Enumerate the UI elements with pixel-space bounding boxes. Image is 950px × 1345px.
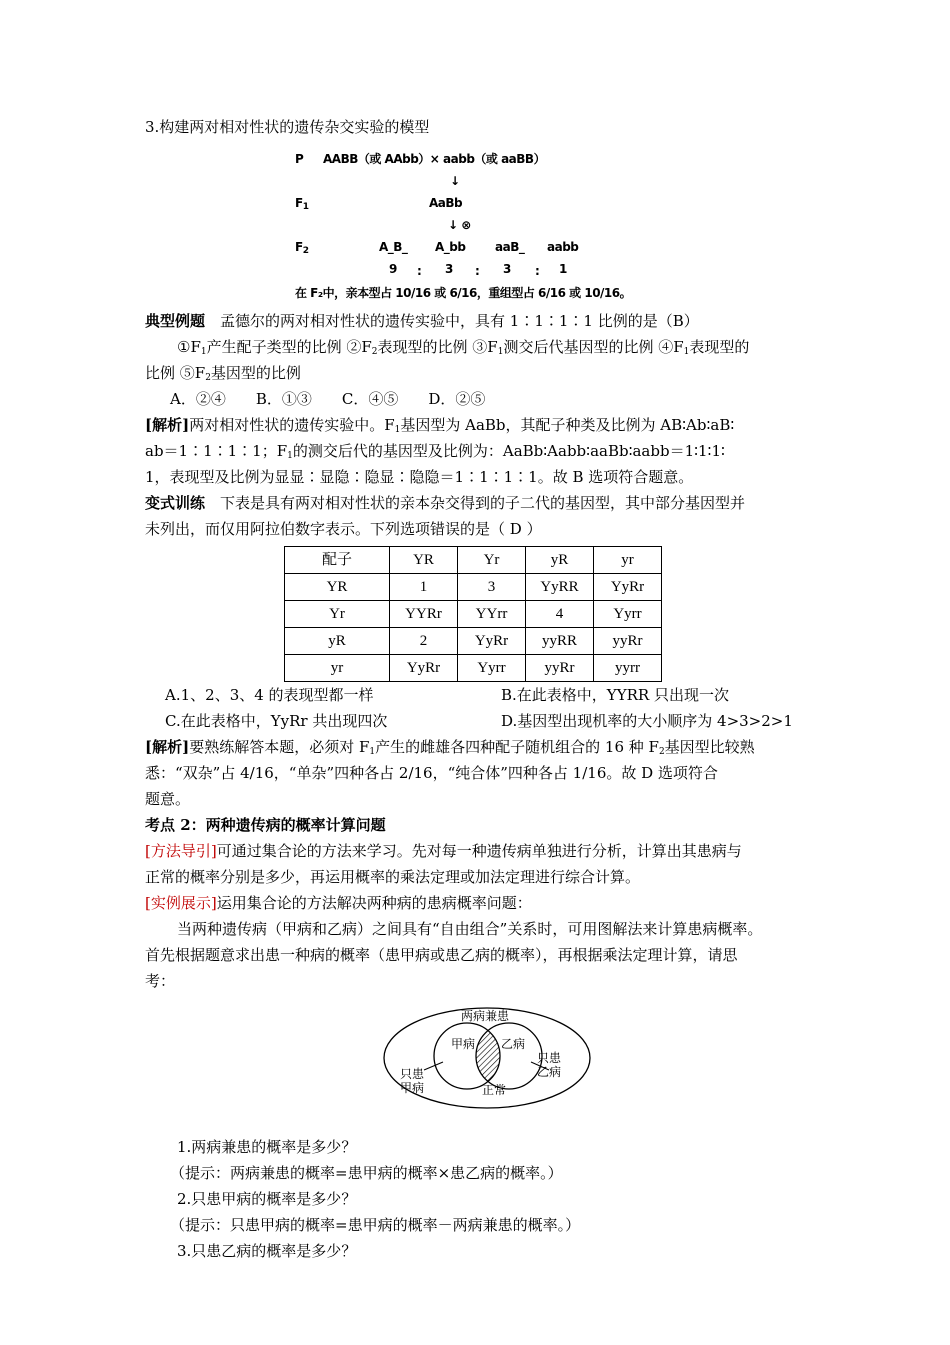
variant-options-row1 — [145, 682, 810, 708]
f1-label: $F_1$ — [295, 196, 309, 212]
ratio-colon: : — [535, 264, 540, 278]
method-line2: 正常的概率分别是多少，再运用概率的乘法定理或加法定理进行综合计算。 — [145, 868, 641, 886]
ratio-1: 1 — [559, 262, 567, 276]
table-cell: YR — [285, 574, 390, 601]
table-row — [285, 547, 662, 574]
example-options: A．②④ B．①③ C．④⑤ D．②⑤ — [170, 390, 486, 408]
instance-para-line1: 当两种遗传病（甲病和乙病）之间具有“自由组合”关系时，可用图解法来计算患病概率。 — [177, 920, 763, 938]
label-yi: 乙病 — [501, 1037, 526, 1051]
table-cell: 配子 — [285, 547, 390, 574]
cross-note: 在 F₂中，亲本型占 10/16 或 6/16，重组型占 6/16 或 10/16。 — [295, 286, 632, 300]
question-2: 2.只患甲病的概率是多少？ — [177, 1190, 357, 1208]
instance-para-line3: 考： — [145, 972, 176, 990]
table-cell: YR — [390, 547, 458, 574]
instance-para-line2: 首先根据题意求出患一种病的概率（患甲病或患乙病的概率），再根据乘法定理计算，请思 — [145, 946, 738, 964]
table-cell: Yyrr — [458, 655, 526, 682]
analysis-1-line3: 1，表现型及比例为显显∶显隐∶隐显∶隐隐＝1∶1∶1∶1。故 B 选项符合题意。 — [145, 468, 694, 486]
table-row — [285, 574, 662, 601]
question-1: 1.两病兼患的概率是多少？ — [177, 1138, 357, 1156]
f2-genotype-3: aaB_ — [495, 240, 525, 254]
f2-label: $F_2$ — [295, 240, 309, 256]
table-cell: YyRr — [390, 655, 458, 682]
table-row — [285, 655, 662, 682]
table-cell: Yyrr — [594, 601, 662, 628]
table-row — [285, 601, 662, 628]
table-cell: yR — [526, 547, 594, 574]
table-cell: yR — [285, 628, 390, 655]
section-heading: 3.构建两对相对性状的遗传杂交实验的模型 — [145, 118, 430, 136]
analysis-1-line1: [解析]两对相对性状的遗传实验中。$F_1$基因型为 AaBb，其配子种类及比例为 AB∶Ab∶aB∶ — [145, 416, 735, 435]
kaodian-heading: 考点 2：两种遗传病的概率计算问题 — [145, 816, 386, 834]
f2-genotype-1: A_B_ — [379, 240, 408, 254]
table-cell: yr — [285, 655, 390, 682]
variant-line1: 变式训练 下表是具有两对相对性状的亲本杂交得到的子二代的基因型，其中部分基因型并 — [145, 494, 746, 512]
ratio-3a: 3 — [445, 262, 453, 276]
p-cross-line: AABB（或 AAbb）× aabb（或 aaBB） — [323, 152, 546, 166]
table-cell: YYrr — [458, 601, 526, 628]
ratio-colon: : — [475, 264, 480, 278]
method-line1: [方法导引]可通过集合论的方法来学习。先对每一种遗传病单独进行分析，计算出其患病与 — [145, 842, 742, 860]
label-both: 两病兼患 — [461, 1009, 510, 1023]
hint-2: （提示：只患甲病的概率=患甲病的概率－两病兼患的概率。） — [170, 1216, 581, 1234]
pointer-line — [424, 1062, 443, 1070]
f1-genotype: AaBb — [429, 196, 463, 210]
analysis-2-line3: 题意。 — [145, 790, 191, 808]
variant-line2: 未列出，而仅用阿拉伯数字表示。下列选项错误的是（ D ） — [145, 520, 542, 538]
label-only-yi-2: 乙病 — [537, 1065, 562, 1079]
venn-diagram — [145, 1006, 810, 1116]
table-cell: YyRr — [458, 628, 526, 655]
ratio-9: 9 — [389, 262, 397, 276]
f2-genotype-4: aabb — [547, 240, 579, 254]
table-cell: yyRr — [594, 628, 662, 655]
table-cell: YYRr — [390, 601, 458, 628]
p-label: P — [295, 152, 304, 166]
label-only-jia-1: 只患 — [400, 1067, 425, 1081]
selfing-arrow-icon: ↓ ⊗ — [448, 218, 471, 232]
label-only-jia-2: 甲病 — [400, 1081, 425, 1095]
table-cell: yyrr — [594, 655, 662, 682]
option-b: B.在此表格中，YYRR 只出现一次 — [501, 686, 729, 704]
example-items-line1: $①F_1$产生配子类型的比例 $②F_2$表现型的比例 $③F_1$测交后代基因型的比例 $④F_1$表现型的 — [177, 338, 750, 357]
example-items-line2: 比例 $⑤F_2$基因型的比例 — [145, 364, 301, 383]
ratio-3b: 3 — [503, 262, 511, 276]
analysis-2-line1: [解析]要熟练解答本题，必须对 $F_1$产生的雌雄各四种配子随机组合的 16 种 $F_2$基因型比较熟 — [145, 738, 755, 757]
document-page — [145, 114, 810, 1264]
table-cell: Yr — [285, 601, 390, 628]
option-a: A.1、2、3、4 的表现型都一样 — [165, 686, 374, 704]
hint-1: （提示：两病兼患的概率=患甲病的概率×患乙病的概率。） — [170, 1164, 563, 1182]
question-3: 3.只患乙病的概率是多少？ — [177, 1242, 357, 1260]
table-cell: yyRr — [526, 655, 594, 682]
label-only-yi-1: 只患 — [537, 1051, 562, 1065]
table-cell: yr — [594, 547, 662, 574]
table-cell: YyRR — [526, 574, 594, 601]
arrow-down-icon: ↓ — [450, 174, 460, 188]
variant-options-row2 — [145, 708, 810, 734]
f2-genotype-2: A_bb — [435, 240, 466, 254]
table-cell: 4 — [526, 601, 594, 628]
table-row — [285, 628, 662, 655]
instance-line1: [实例展示]运用集合论的方法解决两种病的患病概率问题： — [145, 894, 532, 912]
analysis-2-line2: 悉：“双杂”占 4/16，“单杂”四种各占 2/16，“纯合体”四种各占 1/16。故 D 选项符合 — [145, 764, 718, 782]
table-cell: Yr — [458, 547, 526, 574]
label-jia: 甲病 — [451, 1037, 476, 1051]
table-cell: 3 — [458, 574, 526, 601]
analysis-1-line2: ab＝1∶1∶1∶1；$F_1$的测交后代的基因型及比例为：AaBb∶Aabb∶aaBb∶aabb＝1∶1∶1∶ — [145, 442, 725, 461]
label-normal: 正常 — [482, 1083, 507, 1097]
option-c: C.在此表格中，YyRr 共出现四次 — [165, 712, 388, 730]
example-question: 典型例题 孟德尔的两对相对性状的遗传实验中，具有 1∶1∶1∶1 比例的是（B） — [145, 312, 699, 330]
table-cell: yyRR — [526, 628, 594, 655]
ratio-colon: : — [417, 264, 422, 278]
gamete-table — [284, 546, 662, 682]
cross-diagram — [145, 146, 810, 308]
option-d: D.基因型出现机率的大小顺序为 4>3>2>1 — [501, 712, 793, 730]
table-cell: YyRr — [594, 574, 662, 601]
table-cell: 2 — [390, 628, 458, 655]
table-cell: 1 — [390, 574, 458, 601]
